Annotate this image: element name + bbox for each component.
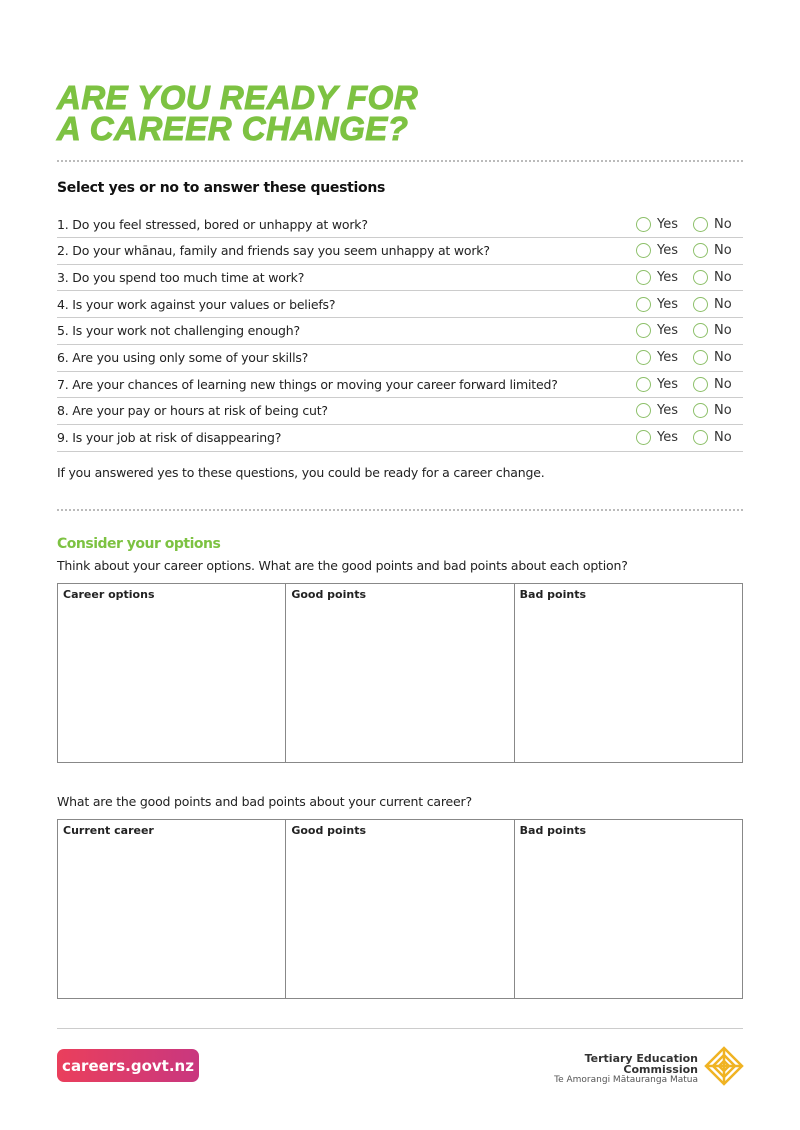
options-prompt: Think about your career options. What are the good points and bad points about each option? (57, 558, 628, 573)
question-text: 9. Is your job at risk of disappearing? (57, 430, 282, 446)
yes-label: Yes (657, 403, 678, 419)
no-option[interactable] (693, 243, 743, 258)
question-text: 1. Do you feel stressed, bored or unhappy at work? (57, 216, 368, 232)
yes-label: Yes (657, 216, 678, 232)
footer-rule (57, 1028, 743, 1029)
yes-option[interactable] (636, 350, 693, 365)
question-text: 5. Is your work not challenging enough? (57, 323, 300, 339)
radio-yes[interactable] (636, 243, 651, 258)
divider (57, 509, 743, 511)
question-text: 2. Do your whānau, family and friends say you seem unhappy at work? (57, 243, 490, 259)
question-text: 3. Do you spend too much time at work? (57, 269, 305, 285)
col-bad-points[interactable]: Bad points (514, 820, 742, 999)
yes-option[interactable] (636, 243, 693, 258)
yes-label: Yes (657, 350, 678, 365)
question-text: 7. Are your chances of learning new things or moving your career forward limited? (57, 376, 558, 392)
yes-label: Yes (657, 269, 678, 285)
yes-label: Yes (657, 430, 678, 446)
no-option[interactable] (693, 403, 743, 418)
no-option[interactable] (693, 297, 743, 312)
radio-yes[interactable] (636, 430, 651, 445)
title-line-2: A CAREER CHANGE? (57, 110, 409, 147)
no-label: No (714, 269, 732, 285)
radio-yes[interactable] (636, 217, 651, 232)
question-row (57, 291, 743, 318)
conclusion-text: If you answered yes to these questions, you could be ready for a career change. (57, 465, 545, 480)
yes-option[interactable] (636, 430, 693, 445)
radio-no[interactable] (693, 350, 708, 365)
radio-no[interactable] (693, 430, 708, 445)
yes-label: Yes (657, 243, 678, 259)
careers-link-button[interactable]: careers.govt.nz (57, 1049, 199, 1082)
org-maori-name: Te Amorangi Mātauranga Matua (554, 1075, 698, 1085)
radio-no[interactable] (693, 323, 708, 338)
current-career-table (57, 819, 743, 999)
yes-option[interactable] (636, 297, 693, 312)
radio-yes[interactable] (636, 377, 651, 392)
tec-logo-icon (704, 1046, 744, 1086)
no-label: No (714, 296, 732, 312)
question-row (57, 318, 743, 345)
question-row (57, 398, 743, 425)
radio-yes[interactable] (636, 403, 651, 418)
radio-yes[interactable] (636, 297, 651, 312)
no-option[interactable] (693, 270, 743, 285)
question-text: 4. Is your work against your values or beliefs? (57, 296, 336, 312)
radio-no[interactable] (693, 377, 708, 392)
question-text: 6. Are you using only some of your skills? (57, 350, 309, 365)
radio-no[interactable] (693, 217, 708, 232)
yes-label: Yes (657, 323, 678, 339)
yes-option[interactable] (636, 377, 693, 392)
current-prompt: What are the good points and bad points about your current career? (57, 794, 472, 809)
radio-no[interactable] (693, 243, 708, 258)
options-heading: Consider your options (57, 536, 221, 552)
no-label: No (714, 323, 732, 339)
radio-yes[interactable] (636, 323, 651, 338)
career-options-table (57, 583, 743, 763)
question-row (57, 238, 743, 265)
no-option[interactable] (693, 377, 743, 392)
col-good-points[interactable]: Good points (286, 820, 514, 999)
question-row (57, 371, 743, 398)
radio-no[interactable] (693, 270, 708, 285)
col-current-career[interactable]: Current career (58, 820, 286, 999)
radio-yes[interactable] (636, 270, 651, 285)
no-label: No (714, 430, 732, 446)
org-line-1: Tertiary Education (584, 1052, 698, 1065)
question-text: 8. Are your pay or hours at risk of being cut? (57, 403, 328, 419)
divider (57, 160, 743, 162)
org-line-2: Commission (623, 1063, 698, 1076)
no-label: No (714, 216, 732, 232)
question-row (57, 345, 743, 372)
col-bad-points[interactable]: Bad points (514, 584, 742, 763)
no-option[interactable] (693, 350, 743, 365)
tec-org-name (554, 1053, 698, 1086)
yes-option[interactable] (636, 217, 693, 232)
col-career-options[interactable]: Career options (58, 584, 286, 763)
no-label: No (714, 243, 732, 259)
no-option[interactable] (693, 430, 743, 445)
question-row (57, 211, 743, 238)
no-label: No (714, 376, 732, 392)
radio-yes[interactable] (636, 350, 651, 365)
questions-heading: Select yes or no to answer these questions (57, 180, 386, 196)
question-row (57, 425, 743, 452)
no-label: No (714, 403, 732, 419)
col-good-points[interactable]: Good points (286, 584, 514, 763)
no-label: No (714, 350, 732, 365)
radio-no[interactable] (693, 297, 708, 312)
no-option[interactable] (693, 323, 743, 338)
yes-label: Yes (657, 376, 678, 392)
radio-no[interactable] (693, 403, 708, 418)
no-option[interactable] (693, 217, 743, 232)
yes-option[interactable] (636, 323, 693, 338)
page-title (57, 79, 419, 147)
yes-option[interactable] (636, 403, 693, 418)
yes-option[interactable] (636, 270, 693, 285)
yes-label: Yes (657, 296, 678, 312)
title-line-1: ARE YOU READY FOR (57, 79, 419, 116)
question-row (57, 264, 743, 291)
